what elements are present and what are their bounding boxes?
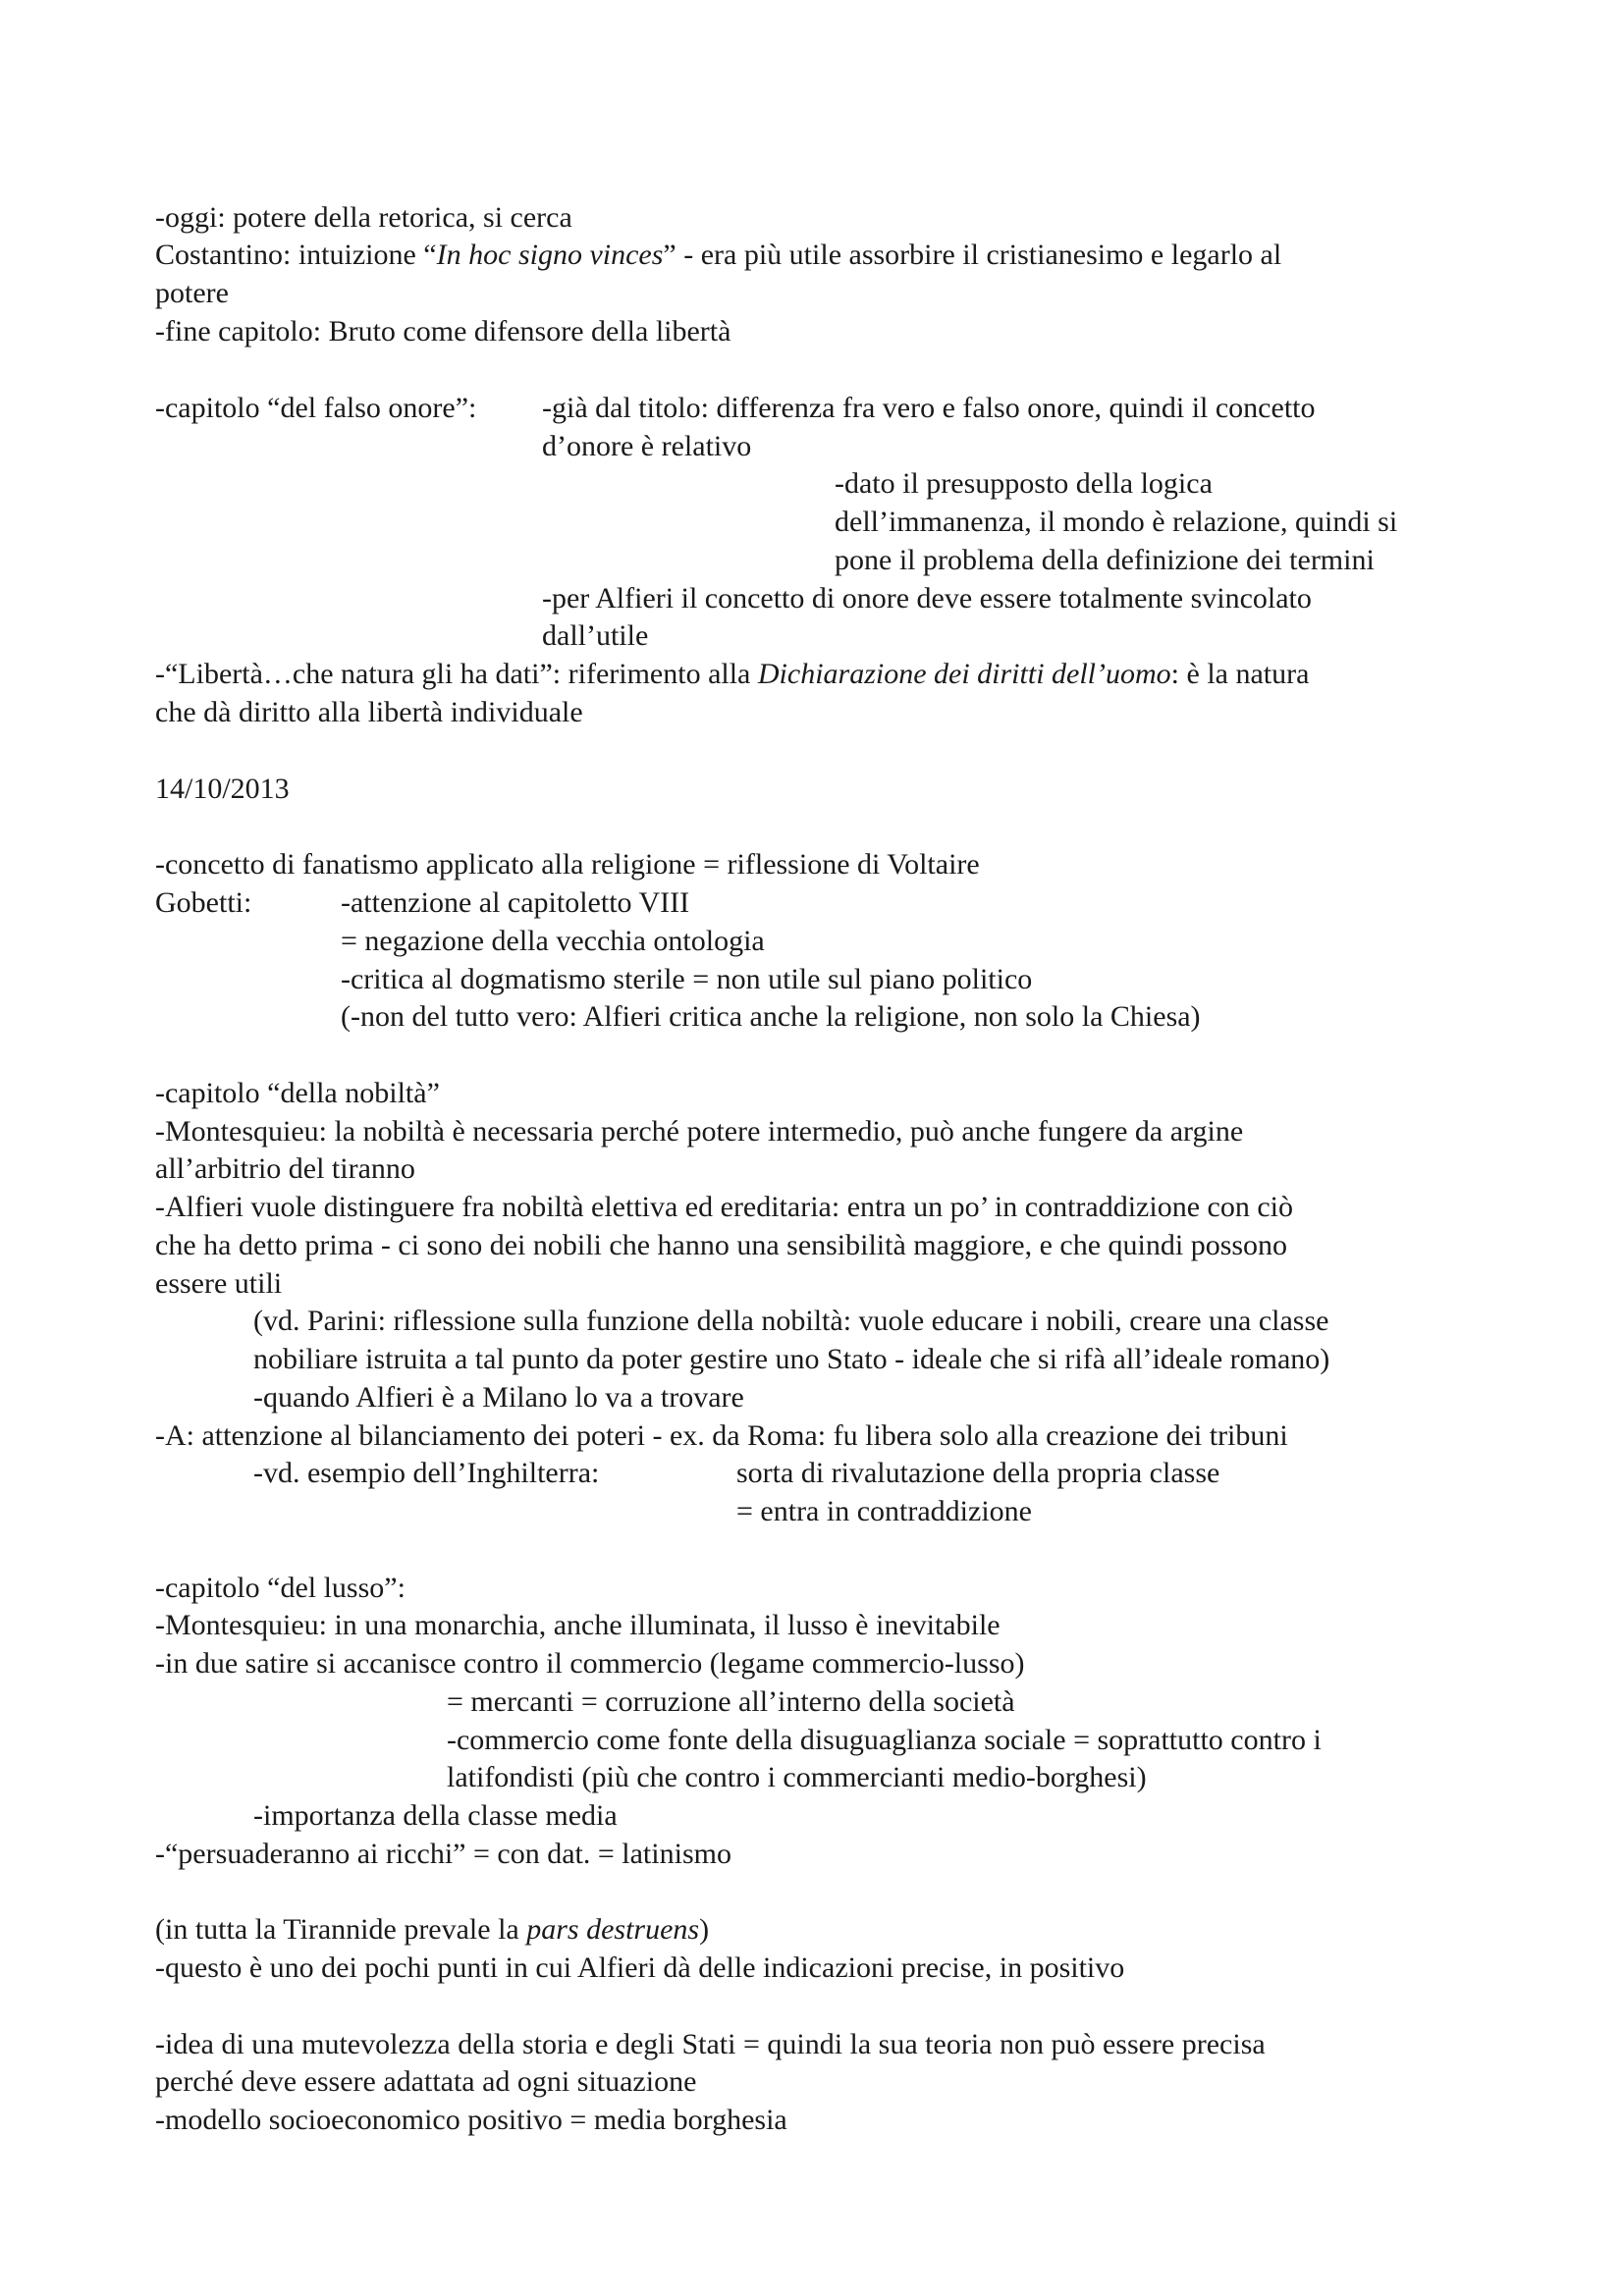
text-line: dell’immanenza, il mondo è relazione, quindi si [835, 506, 1398, 538]
text-line: -capitolo “della nobiltà” [155, 1077, 440, 1109]
text-line: -capitolo “del lusso”: [155, 1572, 406, 1604]
text-line: -fine capitolo: Bruto come difensore della libertà [155, 315, 731, 347]
text-line: potere [155, 277, 229, 309]
text-line: -Alfieri vuole distinguere fra nobiltà elettiva ed ereditaria: entra un po’ in contraddizione con ciò [155, 1191, 1293, 1223]
text-line: che dà diritto alla libertà individuale [155, 696, 583, 728]
text-line: -capitolo “del falso onore”: [155, 392, 477, 424]
text-line: -idea di una mutevolezza della storia e degli Stati = quindi la sua teoria non può essere precisa [155, 2028, 1266, 2060]
text-line [155, 655, 1309, 693]
text-line: perché deve essere adattata ad ogni situazione [155, 2065, 697, 2098]
text-line: nobiliare istruita a tal punto da poter gestire uno Stato - ideale che si rifà all’ideale romano) [253, 1343, 1330, 1375]
text-line: = mercanti = corruzione all’interno della società [447, 1685, 1015, 1718]
text-line: -“persuaderanno ai ricchi” = con dat. = latinismo [155, 1838, 731, 1870]
text-line: = entra in contraddizione [736, 1495, 1032, 1527]
text-line: -A: attenzione al bilanciamento dei poteri - ex. da Roma: fu libera solo alla creazione dei tribuni [155, 1419, 1288, 1452]
text-line: -modello socioeconomico positivo = media borghesia [155, 2104, 787, 2136]
text-run: ” - era più utile assorbire il cristianesimo e legarlo al [663, 239, 1282, 271]
text-line: d’onore è relativo [542, 430, 752, 462]
text-line: (-non del tutto vero: Alfieri critica anche la religione, non solo la Chiesa) [341, 1000, 1201, 1033]
text-line: -commercio come fonte della disuguaglianza sociale = soprattutto contro i [447, 1724, 1322, 1756]
date-heading: 14/10/2013 [155, 773, 290, 805]
text-line: -in due satire si accanisce contro il commercio (legame commercio-lusso) [155, 1647, 1025, 1680]
text-line: -oggi: potere della retorica, si cerca [155, 201, 572, 234]
text-run: Costantino: intuizione “ [155, 239, 437, 271]
text-line: essere utili [155, 1267, 283, 1300]
text-line: -attenzione al capitoletto VIII [341, 886, 690, 919]
text-line: pone il problema della definizione dei termini [835, 544, 1375, 576]
text-line: -critica al dogmatismo sterile = non utile sul piano politico [341, 963, 1033, 995]
text-run: -“Libertà…che natura gli ha dati”: riferimento alla [155, 658, 758, 690]
text-line: (vd. Parini: riflessione sulla funzione della nobiltà: vuole educare i nobili, creare una classe [253, 1305, 1329, 1337]
text-line: dall’utile [542, 619, 649, 652]
italic-quote: In hoc signo vinces [436, 239, 664, 271]
text-line: -importanza della classe media [253, 1799, 618, 1832]
text-line: -dato il presupposto della logica [835, 467, 1213, 500]
text-line: -questo è uno dei pochi punti in cui Alfieri dà delle indicazioni precise, in positivo [155, 1951, 1125, 1984]
text-line: che ha detto prima - ci sono dei nobili che hanno una sensibilità maggiore, e che quindi possono [155, 1229, 1288, 1261]
text-line: all’arbitrio del tiranno [155, 1152, 415, 1185]
text-line: -già dal titolo: differenza fra vero e falso onore, quindi il concetto [542, 392, 1316, 424]
text-run: (in tutta la Tirannide prevale la [155, 1913, 527, 1946]
text-line: latifondisti (più che contro i commercianti medio-borghesi) [447, 1761, 1147, 1793]
text-line: sorta di rivalutazione della propria classe [736, 1457, 1220, 1489]
text-line: -quando Alfieri è a Milano lo va a trovare [253, 1381, 744, 1414]
text-line: = negazione della vecchia ontologia [341, 925, 765, 957]
text-line: -per Alfieri il concetto di onore deve essere totalmente svincolato [542, 582, 1312, 614]
text-line: Gobetti: [155, 886, 252, 919]
text-line: -Montesquieu: la nobiltà è necessaria perché potere intermedio, può anche fungere da argine [155, 1115, 1244, 1148]
text-run: : è la natura [1170, 658, 1310, 690]
text-line: -vd. esempio dell’Inghilterra: [253, 1457, 600, 1489]
italic-title: Dichiarazione dei diritti dell’uomo [757, 658, 1171, 690]
text-line: -Montesquieu: in una monarchia, anche illuminata, il lusso è inevitabile [155, 1609, 1001, 1641]
text-line [155, 1910, 709, 1949]
text-line [155, 236, 1281, 274]
italic-term: pars destruens [526, 1913, 700, 1946]
text-run: ) [699, 1913, 710, 1946]
text-line: -concetto di fanatismo applicato alla religione = riflessione di Voltaire [155, 848, 980, 881]
